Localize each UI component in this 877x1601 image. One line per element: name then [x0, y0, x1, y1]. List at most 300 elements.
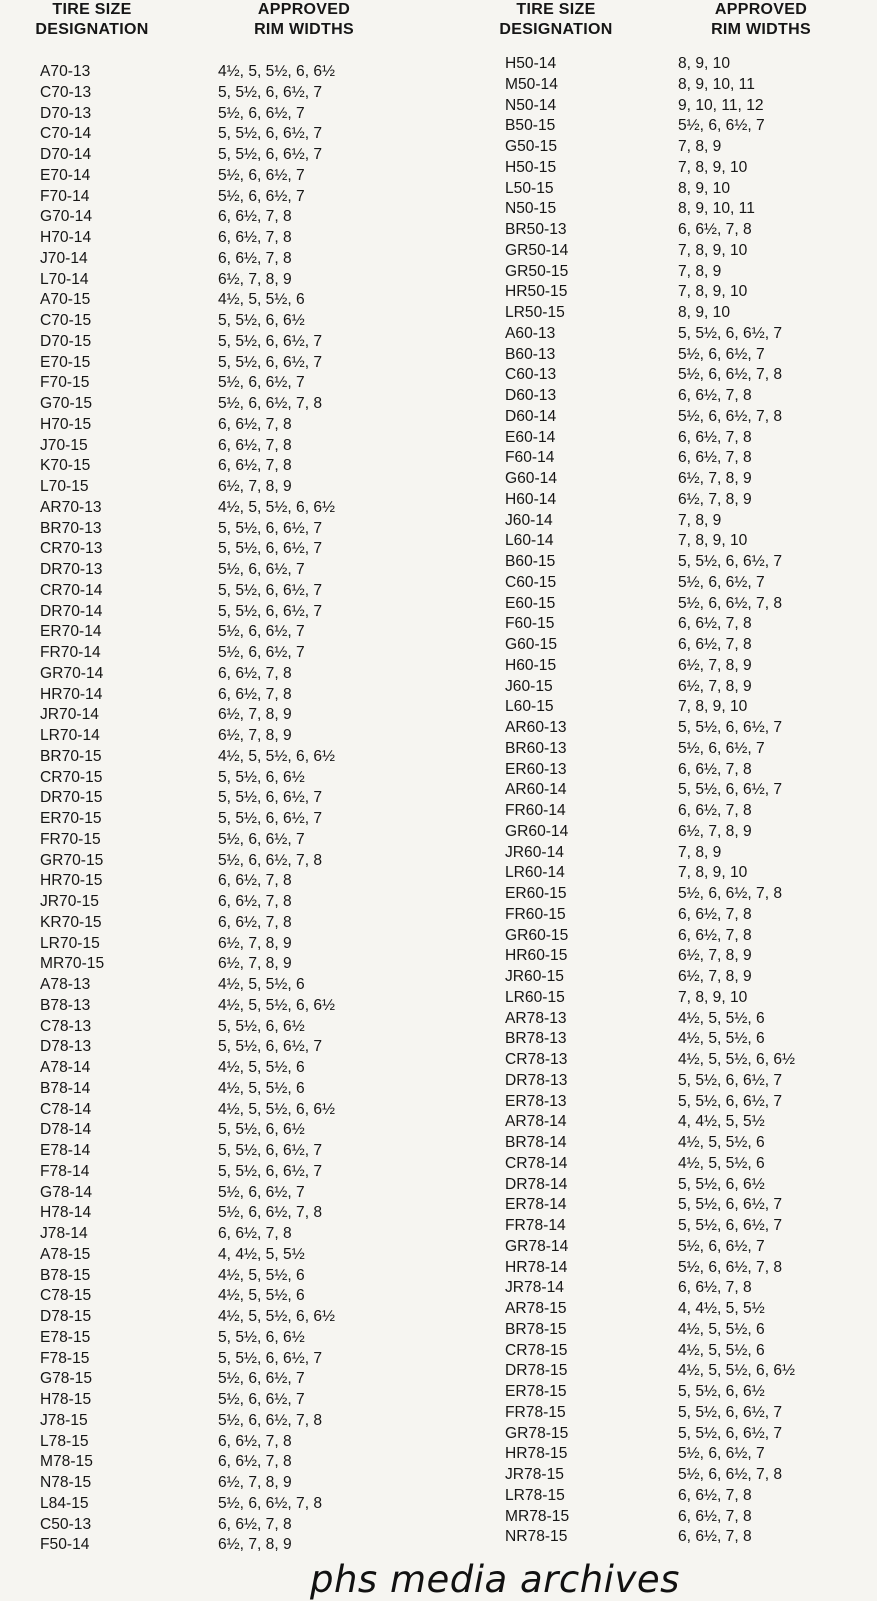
table-row	[505, 864, 865, 885]
rim-widths-cell: 8, 9, 10, 11	[678, 200, 755, 218]
rim-widths-cell: 7, 8, 9, 10	[678, 532, 748, 550]
table-row	[505, 823, 865, 844]
tire-size-cell: J78-14	[40, 1225, 88, 1242]
rim-widths-cell: 8, 9, 10	[678, 304, 731, 321]
table-row	[40, 1474, 440, 1495]
table-row	[40, 437, 440, 458]
table-row	[40, 1391, 440, 1412]
rim-widths-cell: 5½, 6, 6½, 7, 8	[218, 851, 323, 869]
table-row	[505, 947, 865, 968]
tire-size-cell: C50-13	[40, 1515, 92, 1533]
tire-size-cell: L50-15	[505, 179, 554, 197]
table-row	[40, 1329, 440, 1350]
header-line: DESIGNATION	[499, 21, 613, 38]
table-row	[40, 1433, 440, 1454]
rim-widths-cell: 5, 5½, 6, 6½, 7	[678, 1217, 783, 1234]
rim-widths-cell: 5½, 6, 6½, 7	[678, 573, 765, 591]
table-row	[505, 470, 865, 491]
tire-size-cell: AR78-15	[505, 1300, 567, 1317]
tire-size-cell: JR70-15	[40, 893, 99, 910]
rim-widths-cell: 6½, 7, 8, 9	[678, 822, 752, 840]
rim-widths-cell: 6½, 7, 8, 9	[218, 934, 292, 952]
rim-widths-cell: 5, 5½, 6, 6½, 7	[218, 810, 323, 827]
table-row	[40, 63, 440, 84]
rim-widths-cell: 6½, 7, 8, 9	[678, 947, 752, 965]
table-row	[40, 1163, 440, 1184]
tire-size-cell: MR78-15	[505, 1507, 570, 1525]
tire-size-cell: B60-13	[505, 345, 556, 363]
rim-widths-cell: 5½, 6, 6½, 7, 8	[678, 594, 783, 612]
rim-widths-cell: 7, 8, 9, 10	[678, 283, 748, 301]
header-line: RIM WIDTHS	[711, 21, 811, 38]
table-row	[505, 1487, 865, 1508]
tire-size-cell: HR60-15	[505, 947, 568, 965]
table-row	[40, 188, 440, 209]
tire-size-cell: GR50-15	[505, 262, 569, 280]
rim-widths-cell: 6½, 7, 8, 9	[218, 727, 292, 744]
table-row	[40, 1370, 440, 1391]
table-row	[505, 989, 865, 1010]
rim-widths-cell: 5½, 6, 6½, 7	[218, 1370, 305, 1388]
table-row	[40, 769, 440, 790]
rim-widths-cell: 8, 9, 10	[678, 179, 731, 197]
table-row	[40, 499, 440, 520]
rim-widths-cell: 4½, 5, 5½, 6, 6½	[678, 1051, 796, 1068]
tire-size-cell: D70-13	[40, 104, 92, 122]
tire-size-cell: D78-15	[40, 1308, 92, 1325]
rim-widths-cell: 6, 6½, 7, 8	[218, 1225, 292, 1242]
table-row	[505, 1134, 865, 1155]
table-row	[505, 1321, 865, 1342]
tire-size-cell: JR78-14	[505, 1279, 564, 1297]
table-row	[505, 97, 865, 118]
rim-widths-cell: 7, 8, 9, 10	[678, 158, 748, 176]
tire-size-cell: JR60-15	[505, 968, 564, 985]
right-tire-size-header	[484, 0, 628, 40]
tire-size-cell: DR78-15	[505, 1362, 568, 1380]
tire-size-cell: H50-15	[505, 158, 557, 176]
table-row	[505, 1155, 865, 1176]
tire-size-cell: D70-14	[40, 146, 92, 163]
table-row	[40, 271, 440, 292]
table-row	[505, 1176, 865, 1197]
table-row	[40, 354, 440, 375]
rim-widths-cell: 4½, 5, 5½, 6, 6½	[218, 747, 336, 765]
tire-size-cell: L60-14	[505, 532, 554, 550]
rim-widths-cell: 5, 5½, 6, 6½, 7	[218, 353, 323, 371]
table-row	[505, 615, 865, 636]
tire-size-cell: A78-15	[40, 1245, 91, 1263]
table-row	[40, 167, 440, 188]
tire-size-cell: AR78-13	[505, 1009, 567, 1027]
table-row	[40, 976, 440, 997]
tire-size-cell: ER78-15	[505, 1383, 567, 1400]
table-row	[40, 1516, 440, 1537]
tire-size-cell: J78-15	[40, 1411, 88, 1429]
rim-widths-cell: 5, 5½, 6, 6½	[218, 768, 305, 786]
tire-size-cell: D60-14	[505, 407, 557, 425]
header-line: TIRE SIZE	[52, 1, 132, 18]
tire-size-cell: GR60-15	[505, 926, 569, 944]
table-row	[40, 561, 440, 582]
table-row	[40, 291, 440, 312]
tire-size-cell: N50-14	[505, 96, 557, 114]
tire-size-cell: F60-15	[505, 615, 555, 633]
table-row	[505, 1051, 865, 1072]
tire-size-cell: L70-14	[40, 270, 89, 288]
tire-size-cell: G70-15	[40, 395, 93, 412]
rim-widths-cell: 4½, 5, 5½, 6, 6½	[218, 63, 336, 80]
tire-size-cell: E60-15	[505, 594, 556, 612]
rim-widths-cell: 5½, 6, 6½, 7, 8	[678, 1258, 783, 1276]
rim-widths-cell: 5, 5½, 6, 6½, 7	[678, 1196, 783, 1214]
table-row	[505, 117, 865, 138]
table-row	[505, 719, 865, 740]
tire-size-cell: JR60-14	[505, 843, 564, 861]
table-row	[505, 1528, 865, 1549]
table-row	[505, 1466, 865, 1487]
rim-widths-cell: 4½, 5, 5½, 6, 6½	[218, 498, 336, 516]
tire-size-cell: AR60-13	[505, 719, 567, 736]
rim-widths-cell: 6, 6½, 7, 8	[218, 249, 292, 267]
tire-size-cell: H60-15	[505, 656, 557, 674]
rim-widths-cell: 5½, 6, 6½, 7	[218, 561, 305, 578]
rim-widths-cell: 6, 6½, 7, 8	[678, 1279, 752, 1297]
table-row	[505, 844, 865, 865]
table-row	[505, 449, 865, 470]
tire-size-cell: B50-15	[505, 117, 556, 135]
tire-size-cell: N50-15	[505, 200, 557, 218]
table-row	[40, 644, 440, 665]
tire-size-cell: K70-15	[40, 457, 91, 475]
table-row	[505, 698, 865, 719]
rim-widths-cell: 4½, 5, 5½, 6	[678, 1030, 765, 1048]
rim-widths-cell: 5, 5½, 6, 6½, 7	[218, 581, 323, 599]
tire-size-cell: LR78-15	[505, 1486, 565, 1504]
table-row	[40, 1204, 440, 1225]
table-row	[40, 1495, 440, 1516]
rim-widths-cell: 5, 5½, 6, 6½, 7	[218, 1162, 323, 1180]
rim-widths-cell: 5½, 6, 6½, 7, 8	[218, 1204, 323, 1222]
rim-widths-cell: 4½, 5, 5½, 6	[218, 1059, 305, 1076]
tire-size-cell: BR70-15	[40, 747, 102, 765]
rim-widths-cell: 5, 5½, 6, 6½, 7	[678, 781, 783, 799]
table-row	[40, 706, 440, 727]
table-row	[40, 520, 440, 541]
table-row	[505, 1238, 865, 1259]
tire-size-cell: AR78-14	[505, 1113, 567, 1131]
rim-widths-cell: 6, 6½, 7, 8	[678, 428, 752, 446]
rim-widths-cell: 6½, 7, 8, 9	[218, 478, 292, 495]
table-row	[505, 1383, 865, 1404]
table-row	[40, 208, 440, 229]
table-row	[40, 603, 440, 624]
tire-size-cell: H70-14	[40, 229, 92, 246]
rim-widths-cell: 5½, 6, 6½, 7, 8	[218, 395, 323, 412]
rim-widths-cell: 5½, 6, 6½, 7	[218, 166, 305, 184]
rim-widths-cell: 5½, 6, 6½, 7	[218, 1391, 305, 1408]
table-row	[40, 1453, 440, 1474]
tire-size-cell: D70-15	[40, 332, 92, 350]
rim-widths-cell: 5½, 6, 6½, 7	[218, 104, 305, 122]
tire-size-cell: E70-15	[40, 353, 91, 371]
rim-widths-cell: 6½, 7, 8, 9	[678, 968, 752, 985]
table-row	[40, 893, 440, 914]
tire-size-cell: B78-13	[40, 996, 91, 1014]
tire-size-cell: L60-15	[505, 698, 554, 716]
tire-size-cell: ER60-15	[505, 885, 567, 902]
tire-size-cell: E60-14	[505, 428, 556, 446]
rim-widths-cell: 5, 5½, 6, 6½, 7	[218, 332, 323, 350]
table-row	[505, 636, 865, 657]
rim-widths-cell: 6, 6½, 7, 8	[218, 415, 292, 433]
rim-widths-cell: 6, 6½, 7, 8	[678, 802, 752, 819]
rim-widths-cell: 5½, 6, 6½, 7, 8	[218, 1411, 323, 1429]
table-row	[40, 105, 440, 126]
rim-widths-cell: 6, 6½, 7, 8	[218, 229, 292, 246]
tire-size-cell: L70-15	[40, 478, 89, 495]
table-row	[40, 374, 440, 395]
tire-size-cell: D78-14	[40, 1121, 92, 1139]
tire-size-cell: HR78-14	[505, 1258, 568, 1276]
rim-widths-cell: 5½, 6, 6½, 7	[218, 187, 305, 205]
table-row	[505, 657, 865, 678]
rim-widths-cell: 5½, 6, 6½, 7	[218, 374, 305, 392]
table-row	[505, 532, 865, 553]
rim-widths-cell: 5, 5½, 6, 6½, 7	[678, 1403, 783, 1421]
tire-size-cell: ER78-14	[505, 1196, 567, 1214]
table-row	[505, 968, 865, 989]
tire-size-cell: C70-14	[40, 125, 92, 143]
table-row	[505, 366, 865, 387]
table-row	[40, 1101, 440, 1122]
tire-size-cell: CR70-13	[40, 540, 103, 558]
rim-widths-cell: 4½, 5, 5½, 6	[218, 1287, 305, 1305]
rim-widths-cell: 6½, 7, 8, 9	[678, 490, 752, 508]
rim-widths-cell: 5½, 6, 6½, 7, 8	[678, 407, 783, 425]
rim-widths-cell: 9, 10, 11, 12	[678, 96, 764, 114]
tire-size-cell: GR70-15	[40, 851, 104, 869]
rim-widths-cell: 5, 5½, 6, 6½	[218, 312, 305, 329]
rim-widths-cell: 5½, 6, 6½, 7, 8	[218, 1494, 323, 1512]
tire-size-cell: H50-14	[505, 55, 557, 72]
rim-widths-cell: 4, 4½, 5, 5½	[218, 1245, 305, 1263]
rim-widths-cell: 5½, 6, 6½, 7	[218, 644, 305, 661]
table-row	[505, 346, 865, 367]
rim-widths-cell: 6, 6½, 7, 8	[218, 664, 292, 682]
rim-widths-cell: 6½, 7, 8, 9	[678, 677, 752, 695]
table-row	[505, 180, 865, 201]
tire-size-cell: GR60-14	[505, 822, 569, 840]
tire-size-cell: H78-15	[40, 1391, 92, 1408]
tire-size-cell: J70-15	[40, 436, 88, 454]
tire-size-cell: H78-14	[40, 1204, 92, 1222]
rim-widths-cell: 4½, 5, 5½, 6	[218, 1266, 305, 1284]
tire-size-cell: BR78-13	[505, 1030, 567, 1048]
rim-widths-cell: 4½, 5, 5½, 6	[678, 1341, 765, 1359]
table-row	[505, 1217, 865, 1238]
table-row	[505, 200, 865, 221]
rim-widths-cell: 5, 5½, 6, 6½, 7	[678, 553, 783, 570]
rim-widths-cell: 5½, 6, 6½, 7	[678, 345, 765, 363]
tire-size-cell: DR70-15	[40, 789, 103, 807]
tire-size-cell: M78-15	[40, 1453, 93, 1471]
tire-size-cell: BR50-13	[505, 221, 567, 238]
rim-widths-cell: 5½, 6, 6½, 7, 8	[678, 885, 783, 902]
rim-widths-cell: 6, 6½, 7, 8	[218, 208, 292, 226]
table-row	[505, 1196, 865, 1217]
table-row	[40, 789, 440, 810]
rim-widths-cell: 5, 5½, 6, 6½	[678, 1383, 765, 1400]
rim-widths-cell: 4½, 5, 5½, 6, 6½	[678, 1362, 796, 1380]
rim-widths-cell: 6, 6½, 7, 8	[678, 221, 752, 238]
tire-size-cell: D78-13	[40, 1038, 92, 1056]
rim-widths-cell: 6, 6½, 7, 8	[218, 913, 292, 931]
tire-size-cell: ER70-14	[40, 623, 102, 641]
table-row	[40, 229, 440, 250]
tire-size-cell: E78-14	[40, 1142, 91, 1159]
table-row	[40, 1080, 440, 1101]
table-row	[505, 927, 865, 948]
tire-size-cell: GR78-15	[505, 1424, 569, 1442]
tire-size-cell: FR78-15	[505, 1403, 566, 1421]
rim-widths-cell: 6, 6½, 7, 8	[678, 1486, 752, 1504]
rim-widths-cell: 5, 5½, 6, 6½, 7	[678, 719, 783, 736]
rim-widths-cell: 6, 6½, 7, 8	[218, 1515, 292, 1533]
tire-size-cell: A70-15	[40, 291, 91, 309]
tire-size-cell: DR78-13	[505, 1071, 568, 1089]
rim-widths-cell: 4½, 5, 5½, 6, 6½	[218, 996, 336, 1014]
table-row	[505, 1030, 865, 1051]
rim-widths-cell: 6, 6½, 7, 8	[678, 387, 752, 404]
rim-widths-cell: 7, 8, 9, 10	[678, 698, 748, 716]
rim-widths-cell: 5½, 6, 6½, 7, 8	[678, 1466, 783, 1483]
tire-size-cell: ER78-13	[505, 1092, 567, 1110]
tire-size-cell: FR70-15	[40, 830, 101, 848]
tire-size-cell: CR70-14	[40, 581, 103, 599]
rim-widths-cell: 5½, 6, 6½, 7	[218, 830, 305, 848]
tire-size-cell: G70-14	[40, 208, 93, 226]
left-tire-size-header	[22, 0, 162, 40]
tire-size-cell: A60-13	[505, 324, 556, 342]
rim-widths-cell: 6, 6½, 7, 8	[218, 436, 292, 454]
table-row	[40, 1246, 440, 1267]
tire-size-cell: M50-14	[505, 75, 558, 93]
tire-size-cell: A78-14	[40, 1059, 91, 1076]
table-row	[40, 727, 440, 748]
rim-widths-cell: 6½, 7, 8, 9	[218, 270, 292, 288]
table-row	[40, 1308, 440, 1329]
table-row	[40, 810, 440, 831]
table-row	[40, 1142, 440, 1163]
tire-size-cell: B78-14	[40, 1079, 91, 1097]
tire-size-cell: F60-14	[505, 449, 555, 467]
tire-size-cell: G60-14	[505, 470, 558, 487]
tire-size-cell: B78-15	[40, 1266, 91, 1284]
left-tire-table	[40, 63, 440, 1557]
rim-widths-cell: 4½, 5, 5½, 6	[678, 1320, 765, 1338]
table-row	[40, 852, 440, 873]
table-row	[505, 159, 865, 180]
table-row	[505, 429, 865, 450]
table-row	[505, 1342, 865, 1363]
table-row	[505, 553, 865, 574]
rim-widths-cell: 5, 5½, 6, 6½, 7	[678, 1071, 783, 1089]
table-row	[505, 1113, 865, 1134]
table-row	[40, 478, 440, 499]
rim-widths-cell: 4½, 5, 5½, 6	[218, 1079, 305, 1097]
rim-widths-cell: 5, 5½, 6, 6½, 7	[218, 602, 323, 620]
tire-size-cell: GR70-14	[40, 664, 104, 682]
table-row	[505, 1362, 865, 1383]
tire-size-cell: LR60-14	[505, 864, 565, 882]
tire-size-cell: J60-15	[505, 677, 553, 695]
rim-widths-cell: 5, 5½, 6, 6½, 7	[218, 519, 323, 537]
tire-size-cell: BR60-13	[505, 739, 567, 757]
tire-size-cell: LR50-15	[505, 304, 565, 321]
rim-widths-cell: 5, 5½, 6, 6½	[678, 1175, 765, 1193]
table-row	[505, 1279, 865, 1300]
rim-widths-cell: 5, 5½, 6, 6½, 7	[218, 789, 323, 807]
tire-size-cell: C78-13	[40, 1017, 92, 1035]
table-row	[505, 325, 865, 346]
tire-size-cell: JR78-15	[505, 1466, 564, 1483]
tire-size-cell: CR78-13	[505, 1051, 568, 1068]
table-row	[40, 1059, 440, 1080]
tire-size-cell: A78-13	[40, 976, 91, 993]
rim-widths-cell: 5½, 6, 6½, 7	[218, 1183, 305, 1201]
rim-widths-cell: 4½, 5, 5½, 6	[678, 1134, 765, 1151]
table-row	[505, 55, 865, 76]
header-line: APPROVED	[257, 1, 351, 18]
table-row	[505, 283, 865, 304]
tire-size-cell: DR70-14	[40, 602, 103, 620]
table-row	[40, 146, 440, 167]
tire-size-cell: CR78-14	[505, 1154, 568, 1172]
table-row	[40, 1267, 440, 1288]
table-row	[40, 1412, 440, 1433]
rim-widths-cell: 6, 6½, 7, 8	[678, 1528, 752, 1546]
rim-widths-cell: 5, 5½, 6, 6½	[218, 1328, 305, 1346]
tire-size-cell: CR70-15	[40, 768, 103, 786]
table-row	[40, 1038, 440, 1059]
tire-size-cell: F70-14	[40, 187, 90, 205]
table-row	[40, 914, 440, 935]
tire-size-cell: C60-13	[505, 366, 557, 384]
tire-size-cell: G60-15	[505, 636, 558, 653]
rim-widths-cell: 5½, 6, 6½, 7	[678, 1237, 765, 1255]
rim-widths-cell: 5, 5½, 6, 6½, 7	[218, 540, 323, 558]
rim-widths-cell: 4½, 5, 5½, 6	[678, 1009, 765, 1027]
tire-size-cell: DR78-14	[505, 1175, 568, 1193]
rim-widths-cell: 7, 8, 9, 10	[678, 988, 748, 1006]
table-row	[505, 138, 865, 159]
header-line: APPROVED	[714, 1, 808, 18]
rim-widths-cell: 5, 5½, 6, 6½, 7	[218, 1349, 323, 1367]
table-row	[505, 76, 865, 97]
tire-size-cell: BR78-15	[505, 1320, 567, 1338]
rim-widths-cell: 6, 6½, 7, 8	[678, 926, 752, 944]
tire-size-cell: HR70-15	[40, 872, 103, 890]
tire-size-cell: E70-14	[40, 166, 91, 184]
table-row	[40, 623, 440, 644]
rim-widths-cell: 5, 5½, 6, 6½, 7	[678, 1092, 783, 1110]
table-row	[505, 781, 865, 802]
tire-size-cell: JR70-14	[40, 706, 99, 724]
table-row	[40, 935, 440, 956]
table-row	[505, 1508, 865, 1529]
tire-size-cell: A70-13	[40, 63, 91, 80]
